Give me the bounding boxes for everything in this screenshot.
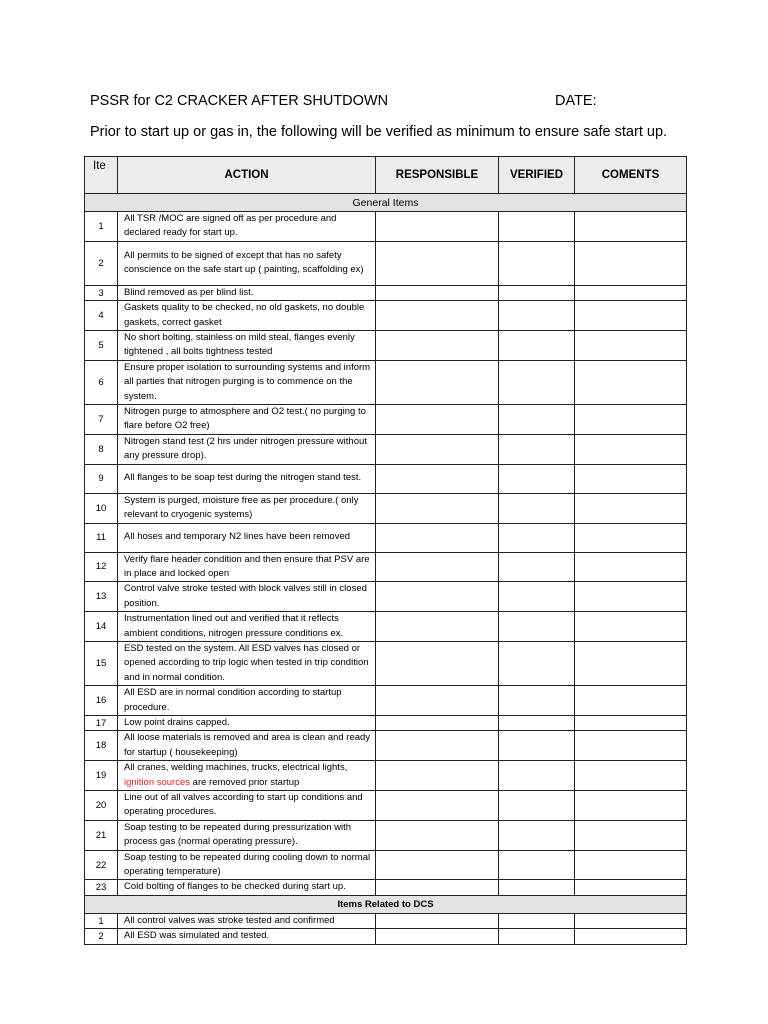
action-text-part: are removed prior startup (190, 776, 300, 788)
comments-cell[interactable] (575, 761, 687, 791)
verified-cell[interactable] (499, 715, 575, 730)
table-row (85, 731, 687, 761)
comments-cell[interactable] (575, 686, 687, 716)
comments-cell[interactable] (575, 434, 687, 464)
responsible-cell[interactable] (376, 285, 499, 300)
column-header-responsible: RESPONSIBLE (376, 157, 499, 194)
table-row (85, 493, 687, 523)
comments-cell[interactable] (575, 331, 687, 361)
comments-cell[interactable] (575, 285, 687, 300)
verified-cell[interactable] (499, 820, 575, 850)
action-text: All ESD are in normal condition according to startup procedure. (118, 686, 376, 716)
table-row (85, 686, 687, 716)
responsible-cell[interactable] (376, 761, 499, 791)
action-text: All control valves was stroke tested and confirmed (118, 913, 376, 928)
table-header-row (85, 157, 687, 194)
action-text: Blind removed as per blind list. (118, 285, 376, 300)
comments-cell[interactable] (575, 791, 687, 821)
highlighted-text: ignition sources (124, 776, 191, 788)
date-label: DATE: (555, 93, 597, 109)
verified-cell[interactable] (499, 434, 575, 464)
action-text: Line out of all valves according to start up conditions and operating procedures. (118, 791, 376, 821)
responsible-cell[interactable] (376, 612, 499, 642)
action-text: Control valve stroke tested with block valves still in closed position. (118, 582, 376, 612)
document-title: PSSR for C2 CRACKER AFTER SHUTDOWN (90, 93, 389, 109)
pssr-checklist-table (84, 156, 687, 945)
responsible-cell[interactable] (376, 582, 499, 612)
table-row (85, 285, 687, 300)
table-row (85, 929, 687, 944)
item-number: 5 (85, 331, 118, 361)
item-number: 22 (85, 850, 118, 880)
item-number: 12 (85, 552, 118, 582)
verified-cell[interactable] (499, 493, 575, 523)
item-number: 10 (85, 493, 118, 523)
item-number: 11 (85, 523, 118, 552)
responsible-cell[interactable] (376, 731, 499, 761)
comments-cell[interactable] (575, 820, 687, 850)
action-text: All flanges to be soap test during the nitrogen stand test. (118, 464, 376, 493)
action-text: All loose materials is removed and area is clean and ready for startup ( housekeeping) (118, 731, 376, 761)
item-number: 8 (85, 434, 118, 464)
verified-cell[interactable] (499, 552, 575, 582)
item-number: 14 (85, 612, 118, 642)
responsible-cell[interactable] (376, 850, 499, 880)
comments-cell[interactable] (575, 360, 687, 404)
item-number: 18 (85, 731, 118, 761)
action-text: All permits to be signed of except that has no safety conscience on the safe start up ( painting, scaffolding ex) (118, 241, 376, 285)
comments-cell[interactable] (575, 241, 687, 285)
action-text: Nitrogen stand test (2 hrs under nitrogen pressure without any pressure drop). (118, 434, 376, 464)
table-row (85, 850, 687, 880)
comments-cell[interactable] (575, 880, 687, 895)
action-text: All hoses and temporary N2 lines have been removed (118, 523, 376, 552)
action-text: Ensure proper isolation to surrounding systems and inform all parties that nitrogen purging is to commence on the system. (118, 360, 376, 404)
action-text: System is purged, moisture free as per procedure.( only relevant to cryogenic systems) (118, 493, 376, 523)
responsible-cell[interactable] (376, 360, 499, 404)
verified-cell[interactable] (499, 850, 575, 880)
table-row (85, 464, 687, 493)
item-number: 21 (85, 820, 118, 850)
verified-cell[interactable] (499, 791, 575, 821)
table-row (85, 880, 687, 895)
section-title: Items Related to DCS (85, 895, 687, 913)
comments-cell[interactable] (575, 715, 687, 730)
verified-cell[interactable] (499, 582, 575, 612)
item-number: 19 (85, 761, 118, 791)
table-row (85, 552, 687, 582)
verified-cell[interactable] (499, 686, 575, 716)
item-number: 17 (85, 715, 118, 730)
responsible-cell[interactable] (376, 686, 499, 716)
intro-text: Prior to start up or gas in, the following will be verified as minimum to ensure safe start up. (90, 124, 668, 140)
responsible-cell[interactable] (376, 405, 499, 435)
verified-cell[interactable] (499, 360, 575, 404)
verified-cell[interactable] (499, 929, 575, 944)
item-number: 1 (85, 212, 118, 242)
responsible-cell[interactable] (376, 913, 499, 928)
responsible-cell[interactable] (376, 493, 499, 523)
verified-cell[interactable] (499, 464, 575, 493)
comments-cell[interactable] (575, 552, 687, 582)
column-header-verified: VERIFIED (499, 157, 575, 194)
action-text: No short bolting, stainless on mild steal, flanges evenly tightened , all bolts tightness tested (118, 331, 376, 361)
item-number: 16 (85, 686, 118, 716)
table-row (85, 913, 687, 928)
comments-cell[interactable] (575, 612, 687, 642)
verified-cell[interactable] (499, 212, 575, 242)
table-row (85, 820, 687, 850)
table-row (85, 761, 687, 791)
responsible-cell[interactable] (376, 241, 499, 285)
action-text: Verify flare header condition and then ensure that PSV are in place and locked open (118, 552, 376, 582)
item-number: 1 (85, 913, 118, 928)
item-number: 15 (85, 641, 118, 685)
comments-cell[interactable] (575, 405, 687, 435)
responsible-cell[interactable] (376, 715, 499, 730)
verified-cell[interactable] (499, 913, 575, 928)
verified-cell[interactable] (499, 641, 575, 685)
responsible-cell[interactable] (376, 212, 499, 242)
responsible-cell[interactable] (376, 523, 499, 552)
action-text-part: All cranes, welding machines, trucks, electrical lights, (124, 762, 348, 774)
table-body (85, 194, 687, 945)
comments-cell[interactable] (575, 212, 687, 242)
responsible-cell[interactable] (376, 552, 499, 582)
item-number: 7 (85, 405, 118, 435)
responsible-cell[interactable] (376, 880, 499, 895)
item-number: 23 (85, 880, 118, 895)
verified-cell[interactable] (499, 761, 575, 791)
column-header-action: ACTION (118, 157, 376, 194)
responsible-cell[interactable] (376, 820, 499, 850)
responsible-cell[interactable] (376, 331, 499, 361)
table-row (85, 212, 687, 242)
column-header-comments: COMENTS (575, 157, 687, 194)
table-row (85, 405, 687, 435)
action-text: Gaskets quality to be checked, no old gaskets, no double gaskets, correct gasket (118, 301, 376, 331)
action-text: All ESD was simulated and tested. (118, 929, 376, 944)
verified-cell[interactable] (499, 880, 575, 895)
verified-cell[interactable] (499, 405, 575, 435)
table-row (85, 582, 687, 612)
item-number: 4 (85, 301, 118, 331)
verified-cell[interactable] (499, 331, 575, 361)
item-number: 2 (85, 929, 118, 944)
item-number: 13 (85, 582, 118, 612)
comments-cell[interactable] (575, 523, 687, 552)
verified-cell[interactable] (499, 612, 575, 642)
verified-cell[interactable] (499, 731, 575, 761)
comments-cell[interactable] (575, 641, 687, 685)
item-number: 9 (85, 464, 118, 493)
responsible-cell[interactable] (376, 929, 499, 944)
item-number: 20 (85, 791, 118, 821)
responsible-cell[interactable] (376, 301, 499, 331)
responsible-cell[interactable] (376, 464, 499, 493)
action-text: Low point drains capped. (118, 715, 376, 730)
table-row (85, 523, 687, 552)
table-row (85, 641, 687, 685)
comments-cell[interactable] (575, 301, 687, 331)
action-text: All TSR /MOC are signed off as per procedure and declared ready for start up. (118, 212, 376, 242)
table-row (85, 360, 687, 404)
item-number: 6 (85, 360, 118, 404)
action-text: ESD tested on the system. All ESD valves has closed or opened according to trip logic when tested in trip condition and in normal condition. (118, 641, 376, 685)
column-header-item: Ite (85, 157, 118, 194)
action-text: Soap testing to be repeated during pressurization with process gas (normal operating pressure). (118, 820, 376, 850)
action-text (118, 761, 376, 791)
table-row (85, 301, 687, 331)
comments-cell[interactable] (575, 850, 687, 880)
comments-cell[interactable] (575, 929, 687, 944)
verified-cell[interactable] (499, 301, 575, 331)
table-row (85, 715, 687, 730)
verified-cell[interactable] (499, 523, 575, 552)
comments-cell[interactable] (575, 731, 687, 761)
section-title: General Items (85, 194, 687, 212)
responsible-cell[interactable] (376, 434, 499, 464)
table-row (85, 791, 687, 821)
action-text: Nitrogen purge to atmosphere and O2 test.( no purging to flare before O2 free) (118, 405, 376, 435)
action-text: Instrumentation lined out and verified that it reflects ambient conditions, nitrogen pressure conditions ex. (118, 612, 376, 642)
comments-cell[interactable] (575, 464, 687, 493)
table-row (85, 612, 687, 642)
verified-cell[interactable] (499, 285, 575, 300)
table-row (85, 434, 687, 464)
action-text: Soap testing to be repeated during cooling down to normal operating temperature) (118, 850, 376, 880)
comments-cell[interactable] (575, 582, 687, 612)
responsible-cell[interactable] (376, 641, 499, 685)
comments-cell[interactable] (575, 493, 687, 523)
table-row (85, 241, 687, 285)
verified-cell[interactable] (499, 241, 575, 285)
responsible-cell[interactable] (376, 791, 499, 821)
section-general-items (85, 194, 687, 212)
item-number: 2 (85, 241, 118, 285)
comments-cell[interactable] (575, 913, 687, 928)
table-row (85, 331, 687, 361)
section-dcs-items (85, 895, 687, 913)
action-text: Cold bolting of flanges to be checked during start up. (118, 880, 376, 895)
item-number: 3 (85, 285, 118, 300)
